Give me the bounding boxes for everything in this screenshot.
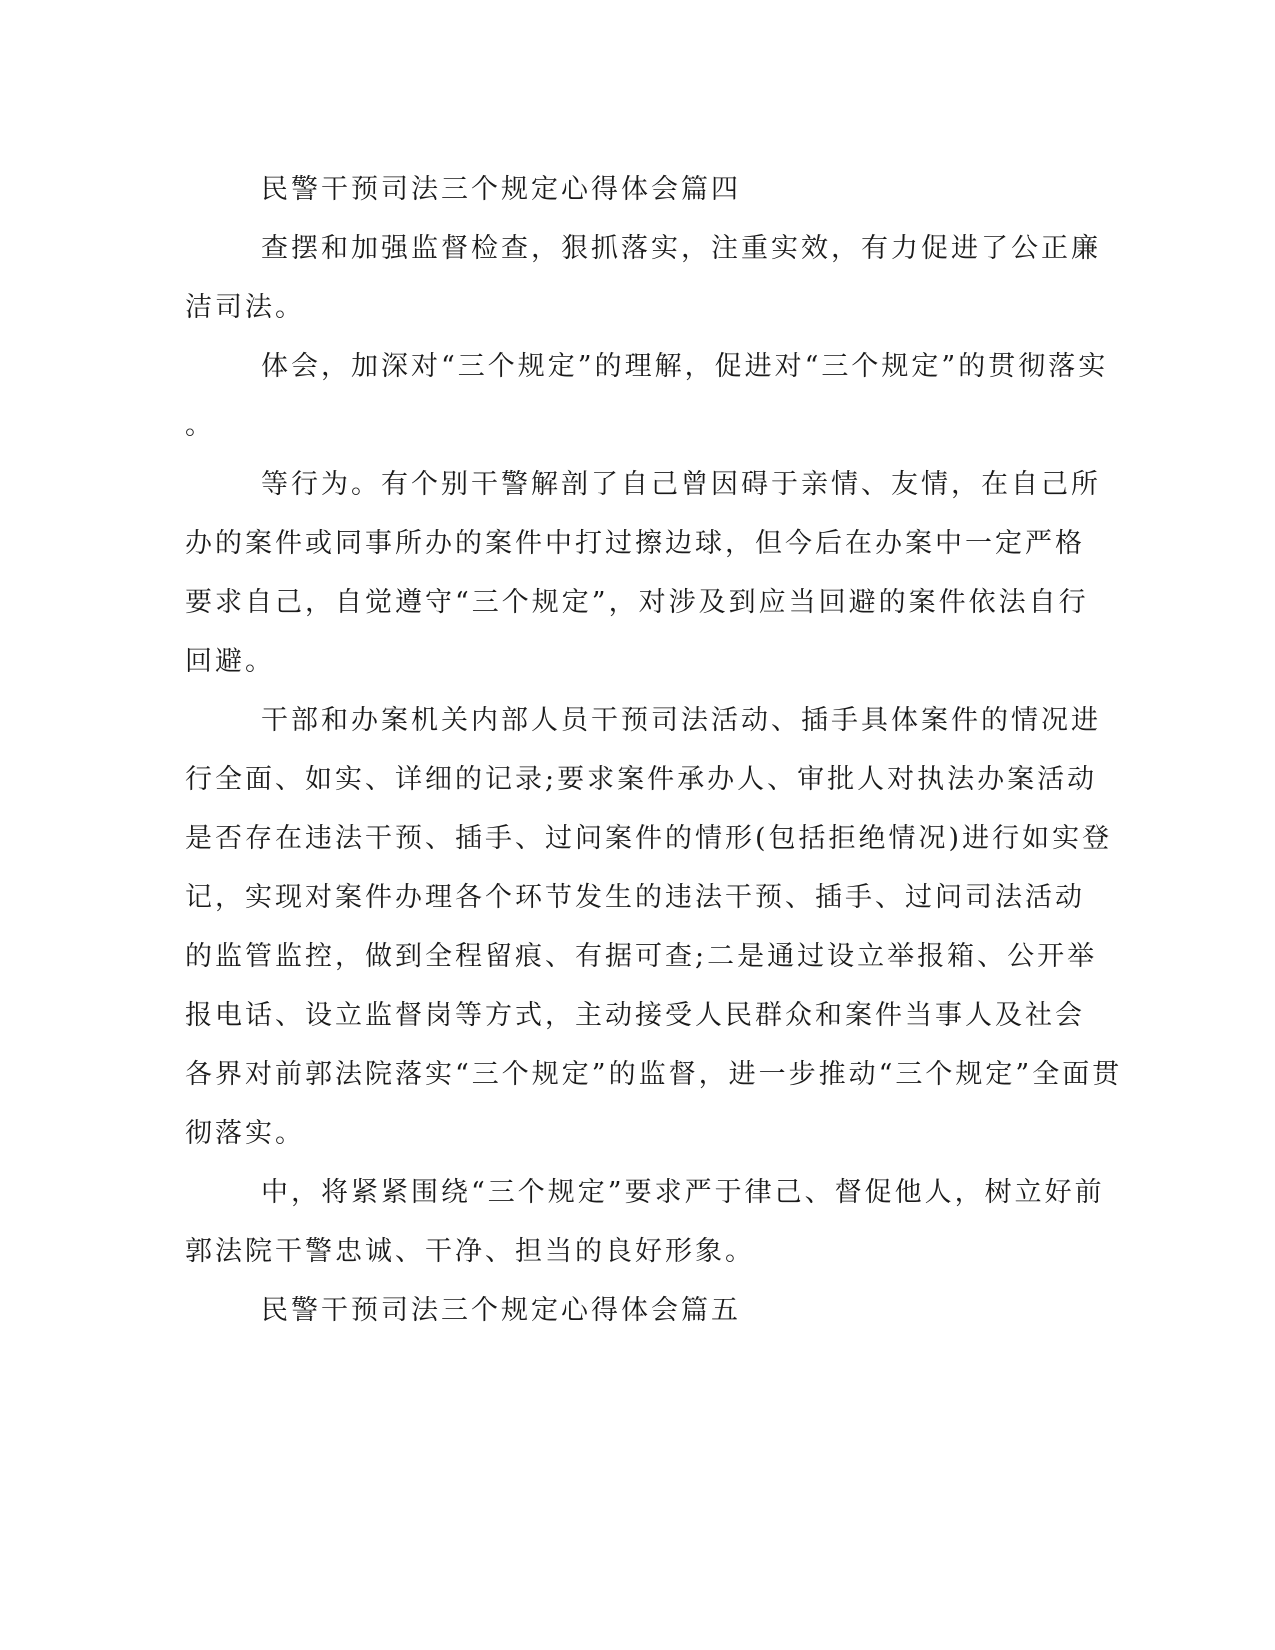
- text-line: 报电话、设立监督岗等方式，主动接受人民群众和案件当事人及社会: [185, 1000, 1085, 1031]
- section-heading-4: [185, 160, 1075, 219]
- paragraph: [185, 691, 1123, 1163]
- paragraph: [185, 1163, 1105, 1281]
- document-body: [185, 160, 1123, 1340]
- text-line: 等行为。有个别干警解剖了自己曾因碍于亲情、友情，在自己所: [261, 469, 1101, 500]
- text-line: 记，实现对案件办理各个环节发生的违法干预、插手、过问司法活动: [185, 882, 1085, 913]
- text-line: 各界对前郭法院落实“三个规定”的监督，进一步推动“三个规定”全面贯: [185, 1059, 1123, 1090]
- text-line: 体会，加深对“三个规定”的理解，促进对“三个规定”的贯彻落实: [261, 351, 1109, 382]
- paragraph: [185, 337, 1109, 455]
- text-line: 是否存在违法干预、插手、过问案件的情形(包括拒绝情况)进行如实登: [185, 823, 1113, 854]
- text-line: 回避。: [185, 646, 275, 677]
- text-line: 干部和办案机关内部人员干预司法活动、插手具体案件的情况进: [261, 705, 1101, 736]
- text-line: 民警干预司法三个规定心得体会篇四: [261, 174, 741, 205]
- text-line: 彻落实。: [185, 1118, 305, 1149]
- text-line: 查摆和加强监督检查，狠抓落实，注重实效，有力促进了公正廉: [261, 233, 1101, 264]
- paragraph: [185, 219, 1101, 337]
- paragraph: [185, 455, 1101, 691]
- text-line: 洁司法。: [185, 292, 305, 323]
- text-line: 郭法院干警忠诚、干净、担当的良好形象。: [185, 1236, 755, 1267]
- text-line: 行全面、如实、详细的记录;要求案件承办人、审批人对执法办案活动: [185, 764, 1098, 795]
- text-line: 民警干预司法三个规定心得体会篇五: [261, 1295, 741, 1326]
- text-line: 的监管监控，做到全程留痕、有据可查;二是通过设立举报箱、公开举: [185, 941, 1098, 972]
- text-line: 办的案件或同事所办的案件中打过擦边球，但今后在办案中一定严格: [185, 528, 1085, 559]
- text-line: 。: [185, 410, 215, 441]
- section-heading-5: [185, 1281, 1075, 1340]
- text-line: 中，将紧紧围绕“三个规定”要求严于律己、督促他人，树立好前: [261, 1177, 1105, 1208]
- text-line: 要求自己，自觉遵守“三个规定”，对涉及到应当回避的案件依法自行: [185, 587, 1089, 618]
